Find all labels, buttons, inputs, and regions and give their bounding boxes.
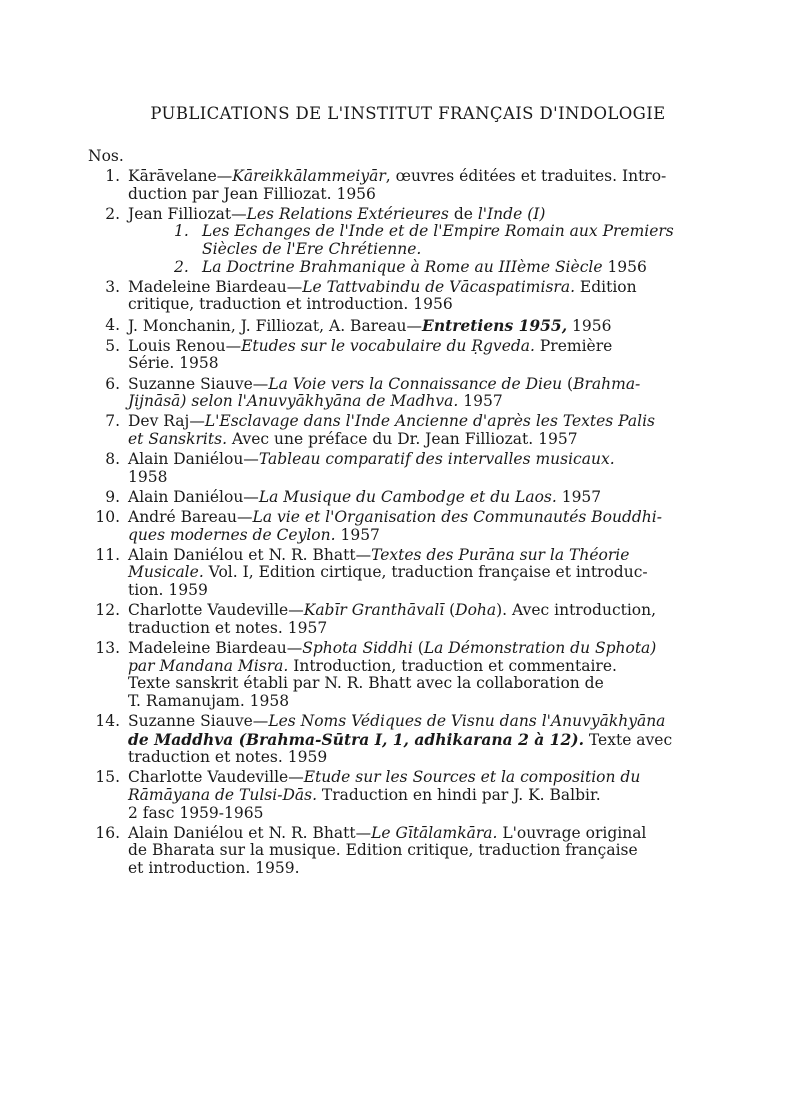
entry-line	[128, 206, 648, 224]
text-segment: Les Noms Védiques de Visnu dans l'Anuvyākhyāna	[268, 711, 666, 730]
entry-line	[128, 805, 648, 823]
entry-line	[128, 393, 648, 411]
text-segment: L'ouvrage original	[497, 823, 647, 842]
entry-line	[128, 729, 673, 750]
publication-entry	[88, 825, 648, 878]
publication-entry	[88, 167, 667, 203]
entry-line	[128, 749, 648, 767]
text-segment: 1957	[556, 487, 602, 506]
entry-number: 10.	[95, 508, 120, 527]
text-segment: et Sanskrits.	[128, 429, 227, 448]
entry-number: 8.	[105, 450, 120, 469]
sub-entry-number: 1.	[174, 222, 189, 241]
publication-entry	[88, 451, 648, 486]
entry-number: 3.	[105, 277, 120, 296]
text-segment: Sphota Siddhi	[302, 638, 413, 657]
publication-entry	[88, 508, 662, 544]
text-segment: (	[562, 374, 574, 393]
entry-line	[128, 489, 648, 507]
text-segment: Louis Renou—	[128, 336, 242, 355]
entry-number: 13.	[95, 638, 120, 657]
text-segment: Tableau comparatif des intervalles musicaux.	[258, 450, 615, 469]
text-segment: Charlotte Vaudeville—	[128, 768, 304, 787]
text-segment: Siècles de l'Ere Chrétienne.	[202, 239, 422, 258]
entry-number: 5.	[105, 336, 120, 355]
entry-number: 14.	[95, 711, 120, 730]
text-segment: Madeleine Biardeau—	[128, 277, 303, 296]
publication-entry	[88, 338, 648, 373]
entry-line	[128, 241, 648, 259]
text-segment: duction par Jean Filliozat. 1956	[128, 184, 376, 203]
entry-line	[128, 842, 648, 860]
text-segment: Série. 1958	[128, 354, 219, 373]
text-segment: et introduction. 1959.	[128, 858, 300, 877]
publication-entry	[88, 317, 648, 336]
text-segment: Vol. I, Edition cirtique, traduction française et introduc-	[203, 563, 648, 582]
text-segment: Introduction, traduction et commentaire.	[288, 656, 617, 675]
text-segment: Les Relations Extérieures	[246, 204, 454, 223]
text-segment: Le Gītālamkāra.	[371, 823, 498, 842]
text-segment: J. Monchanin, J. Filliozat, A. Bareau—	[128, 316, 422, 335]
text-segment: ques modernes de Ceylon.	[128, 525, 336, 544]
entry-line	[128, 658, 648, 676]
entry-line	[128, 620, 648, 638]
entry-line	[128, 787, 648, 805]
text-segment: de Bharata sur la musique. Edition critique, traduction française	[128, 841, 638, 860]
text-segment: Textes des Purāna sur la Théorie	[371, 545, 630, 564]
page-heading: PUBLICATIONS DE L'INSTITUT FRANÇAIS D'INDOLOGIE	[150, 104, 666, 123]
text-segment: Alain Daniélou—	[128, 450, 259, 469]
entry-line	[128, 355, 648, 373]
entry-line	[128, 279, 648, 297]
entry-line	[128, 508, 662, 527]
text-segment: La Voie vers la Connaissance de Dieu	[268, 374, 563, 393]
text-segment: , œuvres éditées et traduites. Intro-	[385, 167, 667, 185]
entry-line	[128, 376, 648, 394]
publication-entry	[88, 204, 674, 276]
text-segment: critique, traduction et introduction. 1956	[128, 295, 453, 314]
text-segment: l'Inde (I)	[477, 204, 546, 223]
entry-line	[128, 769, 648, 787]
publication-entry	[88, 601, 657, 637]
text-segment: Rāmāyana de Tulsi-Dās.	[128, 785, 317, 804]
entry-line	[128, 431, 648, 449]
sub-entry-number: 2.	[174, 257, 189, 276]
entry-line	[128, 547, 648, 565]
entry-line	[128, 167, 667, 186]
text-segment: de Maddhva (Brahma-Sūtra I, 1, adhikarana 2 à 12).	[128, 729, 584, 749]
entry-line	[128, 469, 648, 487]
text-segment: ). Avec introduction,	[496, 601, 657, 620]
text-segment: Brahma-	[573, 374, 641, 393]
entry-line	[128, 825, 648, 843]
publication-list	[88, 167, 674, 880]
text-segment: Musicale.	[128, 563, 204, 582]
entry-line	[128, 317, 648, 336]
text-segment: La Doctrine Brahmanique à Rome au IIIème Siècle	[202, 257, 603, 276]
text-segment: Alain Daniélou—	[128, 487, 259, 506]
text-segment: Etude sur les Sources et la composition du	[303, 768, 641, 787]
text-segment: Dev Raj—	[128, 412, 205, 431]
entry-number: 1.	[105, 167, 120, 185]
text-segment: 1958	[128, 467, 168, 486]
entry-line	[128, 296, 648, 314]
text-segment: Etudes sur le vocabulaire du Ṛgveda.	[241, 336, 535, 355]
entry-line	[128, 527, 648, 545]
text-segment: La Musique du Cambodge et du Laos.	[258, 487, 557, 506]
text-segment: André Bareau—	[128, 508, 253, 527]
text-segment: Jijnāsā) selon l'Anuvyākhyāna de Madhva.	[128, 392, 459, 411]
text-segment: Entretiens 1955,	[422, 315, 568, 335]
text-segment: (	[444, 601, 456, 620]
entry-line	[128, 222, 674, 241]
entry-number: 2.	[105, 204, 120, 223]
entry-number: 6.	[105, 374, 120, 393]
entry-line	[128, 564, 648, 582]
entry-number: 4.	[105, 315, 120, 334]
text-segment: Kārāvelane—	[128, 167, 233, 185]
text-segment: Première	[534, 336, 613, 355]
text-segment: 1956	[602, 257, 647, 276]
text-segment: traduction et notes. 1959	[128, 748, 328, 767]
publication-entry	[88, 412, 656, 448]
entry-line	[128, 860, 648, 878]
text-segment: Kāreikkālammeiyār	[232, 167, 386, 185]
text-segment: Suzanne Siauve—	[128, 711, 269, 730]
publication-entry	[88, 769, 648, 822]
text-segment: Madeleine Biardeau—	[128, 638, 303, 657]
entry-number: 15.	[95, 768, 120, 787]
text-segment: Alain Daniélou et N. R. Bhatt—	[128, 545, 372, 564]
text-segment: 1956	[567, 316, 612, 335]
entry-line	[128, 675, 648, 693]
text-segment: Jean Filliozat—	[128, 204, 247, 223]
publication-entry	[88, 489, 648, 507]
text-segment: Alain Daniélou et N. R. Bhatt—	[128, 823, 372, 842]
text-segment: Suzanne Siauve—	[128, 374, 269, 393]
text-segment: L'Esclavage dans l'Inde Ancienne d'après les Textes Palis	[204, 412, 656, 431]
text-segment: Avec une préface du Dr. Jean Filliozat. 1957	[227, 429, 578, 448]
entry-number: 7.	[105, 412, 120, 431]
text-segment: Les Echanges de l'Inde et de l'Empire Romain aux Premiers	[202, 222, 674, 241]
entry-line	[128, 638, 657, 658]
text-segment: La vie et l'Organisation des Communautés Bouddhi-	[252, 508, 662, 527]
text-segment: Kabīr Granthāvalī	[303, 601, 445, 620]
text-segment: 1957	[335, 525, 380, 544]
entry-number: 16.	[95, 823, 120, 842]
text-segment: La Démonstration du Sphota)	[423, 638, 657, 657]
entry-line	[128, 338, 648, 356]
entry-line	[128, 259, 648, 277]
entry-line	[128, 711, 666, 731]
text-segment: traduction et notes. 1957	[128, 618, 328, 637]
text-segment: Le Tattvabindu de Vācaspatimisra.	[302, 277, 575, 296]
text-segment: Texte sanskrit établi par N. R. Bhatt avec la collaboration de	[128, 674, 604, 693]
text-segment: Edition	[575, 277, 637, 296]
entry-number: 12.	[95, 601, 120, 620]
publication-entry	[88, 638, 657, 710]
entry-line	[128, 186, 648, 204]
text-segment: de	[453, 204, 478, 223]
entry-line	[128, 412, 656, 431]
entry-line	[128, 601, 657, 620]
entry-number: 11.	[95, 545, 120, 564]
entry-line	[128, 693, 648, 711]
entry-line	[128, 582, 648, 600]
entry-number: 9.	[105, 487, 120, 506]
text-segment: Texte avec	[584, 730, 673, 749]
text-segment: tion. 1959	[128, 581, 208, 599]
text-segment: Charlotte Vaudeville—	[128, 601, 304, 620]
text-segment: par Mandana Misra.	[128, 656, 289, 675]
text-segment: T. Ramanujam. 1958	[128, 691, 290, 710]
publication-entry	[88, 547, 648, 600]
publication-entry	[88, 711, 673, 767]
numbers-label: Nos.	[88, 147, 124, 165]
text-segment: (	[412, 638, 424, 657]
text-segment: 2 fasc 1959-1965	[128, 803, 264, 822]
text-segment: Traduction en hindi par J. K. Balbir.	[317, 785, 601, 804]
entry-line	[128, 451, 648, 469]
publication-entry	[88, 279, 648, 314]
text-segment: 1957	[458, 392, 503, 411]
text-segment: Doha	[455, 601, 497, 620]
publication-entry	[88, 376, 648, 411]
